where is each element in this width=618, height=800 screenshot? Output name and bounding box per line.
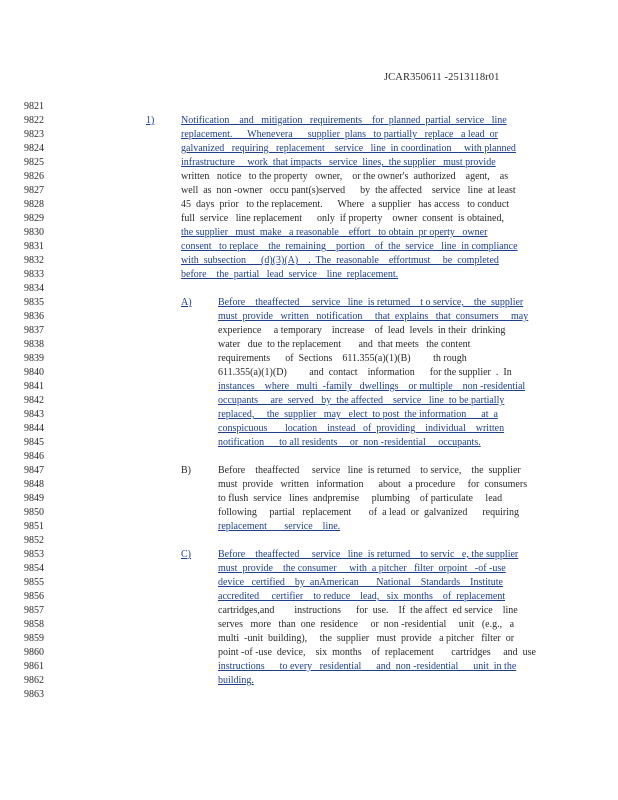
item-c-line: point -of -use device, six months of replacement cartridges and use xyxy=(218,647,536,658)
item-b-line: following partial replacement of a lead or galvanized requiring xyxy=(218,507,520,518)
line-number: 9843 xyxy=(24,409,44,420)
item-c-line: cartridges,and instructions for use. If the affect ed service line xyxy=(218,605,518,616)
item-b-line: to flush service lines andpremise plumbing of particulate lead xyxy=(218,493,503,504)
item-1-line: infrastructure work that impacts service lines, the supplier must provide xyxy=(181,157,496,168)
line-number: 9828 xyxy=(24,199,44,210)
line-number: 9833 xyxy=(24,269,44,280)
item-b-line: must provide written information about a procedure for consumers xyxy=(218,479,528,490)
item-a-line: conspicuous location instead of providing individual written xyxy=(218,423,505,434)
item-b-line: Before theaffected service line is returned to service, the supplier xyxy=(218,465,521,476)
line-number: 9830 xyxy=(24,227,44,238)
line-number: 9822 xyxy=(24,115,44,126)
item-a-line: 611.355(a)(1)(D) and contact information for the supplier . In xyxy=(218,367,512,378)
line-number: 9855 xyxy=(24,577,44,588)
item-c-line: multi -unit building), the supplier must provide a pitcher filter or xyxy=(218,633,515,644)
line-number: 9836 xyxy=(24,311,44,322)
item-1-line: consent to replace the remaining portion of the service line in compliance xyxy=(181,241,518,252)
line-number: 9854 xyxy=(24,563,44,574)
item-a-line: must provide written notification that explains that consumers may xyxy=(218,311,529,322)
item-1-line: full service line replacement only if property owner consent is obtained, xyxy=(181,213,504,224)
item-1-line: well as non -owner occu pant(s)served by the affected service line at least xyxy=(181,185,516,196)
line-number: 9844 xyxy=(24,423,44,434)
item-1-line: replacement. Whenevera supplier plans to partially replace a lead or xyxy=(181,129,498,140)
item-a-line: notification to all residents or non -residential occupants. xyxy=(218,437,481,448)
line-number: 9857 xyxy=(24,605,44,616)
line-number: 9852 xyxy=(24,535,44,546)
line-number: 9851 xyxy=(24,521,44,532)
line-number: 9829 xyxy=(24,213,44,224)
line-number: 9826 xyxy=(24,171,44,182)
line-number: 9856 xyxy=(24,591,44,602)
line-number: 9853 xyxy=(24,549,44,560)
line-number: 9861 xyxy=(24,661,44,672)
item-c-line: building. xyxy=(218,675,254,686)
item-a-line: occupants are served by the affected service line to be partially xyxy=(218,395,505,406)
item-1-line: 45 days prior to the replacement. Where a supplier has access to conduct xyxy=(181,199,510,210)
item-a-line: experience a temporary increase of lead levels in their drinking xyxy=(218,325,506,336)
item-1-line: with subsection (d)(3)(A) . The reasonable effortmust be completed xyxy=(181,255,499,266)
document-header: JCAR350611 -2513118r01 xyxy=(384,72,500,83)
line-number: 9858 xyxy=(24,619,44,630)
line-number: 9835 xyxy=(24,297,44,308)
item-c-line: accredited certifier to reduce lead, six months of replacement xyxy=(218,591,506,602)
line-number: 9838 xyxy=(24,339,44,350)
line-number: 9823 xyxy=(24,129,44,140)
item-b-marker: B) xyxy=(181,465,191,476)
line-number: 9849 xyxy=(24,493,44,504)
item-a-line: water due to the replacement and that meets the content xyxy=(218,339,471,350)
item-c-line: Before theaffected service line is returned to servic e, the supplier xyxy=(218,549,519,560)
line-number: 9839 xyxy=(24,353,44,364)
line-number: 9837 xyxy=(24,325,44,336)
item-c-line: instructions to every residential and non -residential unit in the xyxy=(218,661,517,672)
item-a-line: instances where multi -family dwellings or multiple non -residential xyxy=(218,381,526,392)
line-number: 9841 xyxy=(24,381,44,392)
item-c-line: device certified by anAmerican National Standards Institute xyxy=(218,577,503,588)
line-number: 9860 xyxy=(24,647,44,658)
item-c-line: serves more than one residence or non -residential unit (e.g., a xyxy=(218,619,515,630)
line-number: 9859 xyxy=(24,633,44,644)
line-number: 9848 xyxy=(24,479,44,490)
line-number: 9831 xyxy=(24,241,44,252)
line-number: 9863 xyxy=(24,689,44,700)
item-1-line: written notice to the property owner, or the owner's authorized agent, as xyxy=(181,171,509,182)
item-1-line: before the partial lead service line replacement. xyxy=(181,269,399,280)
line-number: 9850 xyxy=(24,507,44,518)
item-c-marker: C) xyxy=(181,549,191,560)
line-number: 9827 xyxy=(24,185,44,196)
item-1-marker: 1) xyxy=(146,115,155,126)
line-number: 9842 xyxy=(24,395,44,406)
line-number: 9824 xyxy=(24,143,44,154)
item-a-marker: A) xyxy=(181,297,192,308)
line-number: 9847 xyxy=(24,465,44,476)
line-number: 9862 xyxy=(24,675,44,686)
line-number: 9846 xyxy=(24,451,44,462)
line-number: 9832 xyxy=(24,255,44,266)
item-b-line: replacement service line. xyxy=(218,521,341,532)
line-number: 9821 xyxy=(24,101,44,112)
item-c-line: must provide the consumer with a pitcher filter orpoint -of -use xyxy=(218,563,506,574)
item-a-line: replaced, the supplier may elect to post the information at a xyxy=(218,409,498,420)
item-1-line: galvanized requiring replacement service line in coordination with planned xyxy=(181,143,516,154)
item-a-line: Before theaffected service line is returned t o service, the supplier xyxy=(218,297,524,308)
line-number: 9825 xyxy=(24,157,44,168)
line-number: 9834 xyxy=(24,283,44,294)
line-number: 9840 xyxy=(24,367,44,378)
item-a-line: requirements of Sections 611.355(a)(1)(B) th rough xyxy=(218,353,467,364)
item-1-line: Notification and mitigation requirements for planned partial service line xyxy=(181,115,507,126)
item-1-line: the supplier must make a reasonable effort to obtain pr operty owner xyxy=(181,227,488,238)
line-number: 9845 xyxy=(24,437,44,448)
